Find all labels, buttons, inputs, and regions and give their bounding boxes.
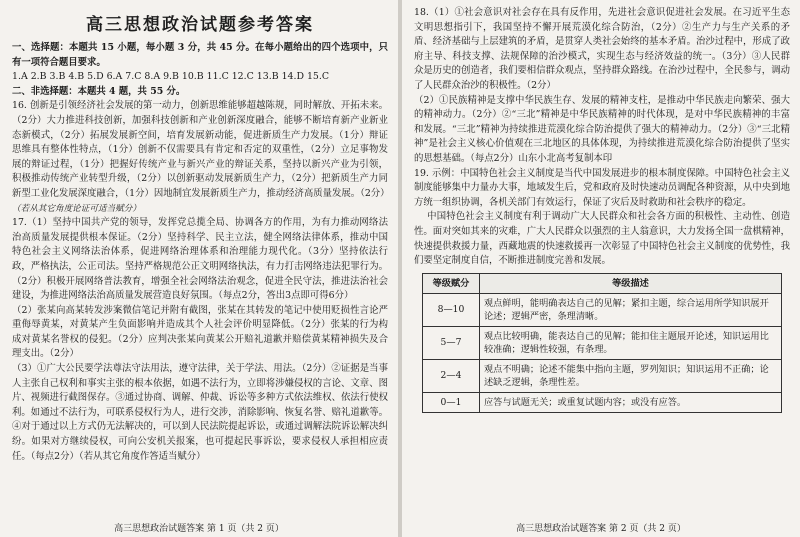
section-2-header: 二、非选择题：本题共 4 题，共 55 分。 [12,85,186,97]
table-row [423,359,782,392]
rubric-header-score: 等级赋分 [423,273,480,293]
rubric-description: 应答与试题无关；或重复试题内容；或没有应答。 [480,392,782,412]
answer-page-2 [402,0,800,537]
page-title: 高三思想政治试题参考答案 [86,15,314,35]
question-19-intro: 19. 示例：中国特色社会主义制度是当代中国发展进步的根本制度保障。中国特色社会主义制度能够集中力量办大事，地域发生后，党和政府及时快速动员调配各种资源，从中央到地方统一组织协调，各机关部门有效运行，保证了灾后及时救助和社会秩序的稳定。 [414,167,790,208]
page-2-footer: 高三思想政治试题答案 第 2 页（共 2 页） [516,524,686,534]
question-18-part-1: 18.（1）①社会意识对社会存在具有反作用，先进社会意识促进社会发展。在习近平生态文明思想指引下，我国坚持不懈开展荒漠化综合防治，（2分）②生产力与生产关系的矛盾、经济基础与上层建筑的矛盾，是贯穿人类社会始终的基本矛盾。治沙过程中，形成了政府主导、科技支撑、法规保障的治沙模式，实现生态与经济效益的统一。（3分）③人民群众是历史的创造者，我们要相信群众观点，坚持群众路线。在治沙过程中，全民参与，调动了人民群众治沙的积极性。（2分） [414,7,790,91]
rubric-description: 观点鲜明，能明确表达自己的见解；紧扣主题，综合运用所学知识展开论述；逻辑严密，条理清晰。 [480,293,782,326]
rubric-header-row [423,273,782,293]
rubric-score: 2—4 [423,359,480,392]
question-16-answer: 16. 创新是引领经济社会发展的第一动力，创新思维能够超越陈规，同时解放、开拓未来。（2分）大力推进科技创新，加强科技创新和产业创新深度融合，能够不断培育新产业新业态新模式，（2分）拓展发展新空间，培育发展新动能，促进新质生产力发展。（1分）辩证思维具有整体性特点，（1分）创新不仅需要具有肯定和否定的双重性，（2分）立足事物发展的辩证过程，（1分）把握好传统产业与新兴产业的辩证关系，坚持以新兴产业为引领，积极推动传统产业转型升级，（2分）以创新驱动发展新质生产力，（2分）把新质生产力同新型工业化发展深度融合，（1分）因地制宜发展新质生产力，推动经济高质量发展。（2分） [12,100,390,199]
mcq-answer-key: 1.A 2.B 3.B 4.B 5.D 6.A 7.C 8.A 9.B 10.B 11.C 12.C 13.B 14.D 15.C [12,71,330,83]
grading-rubric-table [422,273,782,413]
table-row [423,326,782,359]
table-row [423,392,782,412]
rubric-score: 5—7 [423,326,480,359]
rubric-description: 观点不明确；论述不能集中指向主题，罗列知识；知识运用不正确；论述缺乏逻辑，条理性差。 [480,359,782,392]
question-18-part-2: （2）①民族精神是支撑中华民族生存、发展的精神支柱，是推动中华民族走向繁荣、强大的精神动力。（2分）②“三北”精神是中华民族精神的时代体现，是对中华民族精神的丰富和发展。“三北”精神为持续推进荒漠化综合防治提供了强大的精神动力。（2分）③“三北精神”是社会主义核心价值观在三北地区的具体体现，为持续推进荒漠化综合防治提供了坚实的思想基础。（每点2分）山东小北高考复制本印 [414,94,790,164]
table-row [423,293,782,326]
question-17-part-2: （2）张某向高某转发涉案微信笔记并附有截图，张某在其转发的笔记中使用贬损性言论严重侮辱黄某，对黄某产生负面影响并造成其个人社会评价明显降低。（2分）张某的行为构成对黄某名誉权的侵犯。（2分）应判决张某向黄某公开赔礼道歉并赔偿黄某精神损失及合理支出。（2分） [12,304,388,360]
answer-page-1 [0,0,398,537]
rubric-score: 8—10 [423,293,480,326]
question-17-part-3: （3）①广大公民要学法尊法守法用法，遵守法律，关于学法、用法。（2分）②证据是当事人主张自己权利和事实主张的根本依据，如遇不法行为，立即将涉嫌侵权的言论、文章、图片、视频进行截图保存。③通过协商、调解、仲裁、诉讼等多种方式依法维权、依法行使权利。如通过不法行为，可联系侵权行为人，进行交涉，消除影响、恢复名誉、赔礼道歉等。④对于通过以上方式仍无法解决的，可以到人民法院提起诉讼，或通过调解法院诉讼解决纠纷。如果对方继续侵权，可向公安机关报案，也可提起民事诉讼，要求侵权人承担相应责任。（每点2分）（若从其它角度作答适当赋分） [12,363,388,462]
rubric-header-description: 等级描述 [480,273,782,293]
page-1-footer: 高三思想政治试题答案 第 1 页（共 2 页） [114,524,284,534]
question-17-part-1: 17.（1）坚持中国共产党的领导，发挥党总揽全局、协调各方的作用，为有力推动网络法治高质量发展提供根本保证。（2分）坚持科学、民主立法，健全网络法律体系，推动中国特色社会主义网络法治体系，促进网络治理体系和治理能力现代化。（3分）坚持依法行政，严格执法，公正司法。坚持严格规范公正文明网络执法，有力打击网络违法犯罪行为。（2分）积极开展网络普法教育，增强全社会网络法治观念，促进全民守法，推进法治社会建设，为推进网络法治高质量发展营造良好氛围。（每点2分，答出3点即可得6分） [12,217,388,302]
rubric-description: 观点比较明确，能表达自己的见解；能扣住主题展开论述，知识运用比较准确；逻辑性较强，有条理。 [480,326,782,359]
section-1-header: 一、选择题：本题共 15 小题，每小题 3 分，共 45 分。在每小题给出的四个选项中，只有一项符合题目要求。 [12,42,388,68]
question-16-note: （若从其它角度论证可适当赋分） [12,203,141,214]
question-19-body: 中国特色社会主义制度有利于调动广大人民群众和社会各方面的积极性、主动性、创造性。面对突如其来的灾难，广大人民群众以强烈的主人翁意识，大力发扬全国一盘棋精神，快速提供救援力量，西藏地震的快速救援再一次彰显了中国特色社会主义制度的优势性，我们要坚定制度自信，不断推进制度完善和发展。 [414,211,790,267]
rubric-score: 0—1 [423,392,480,412]
